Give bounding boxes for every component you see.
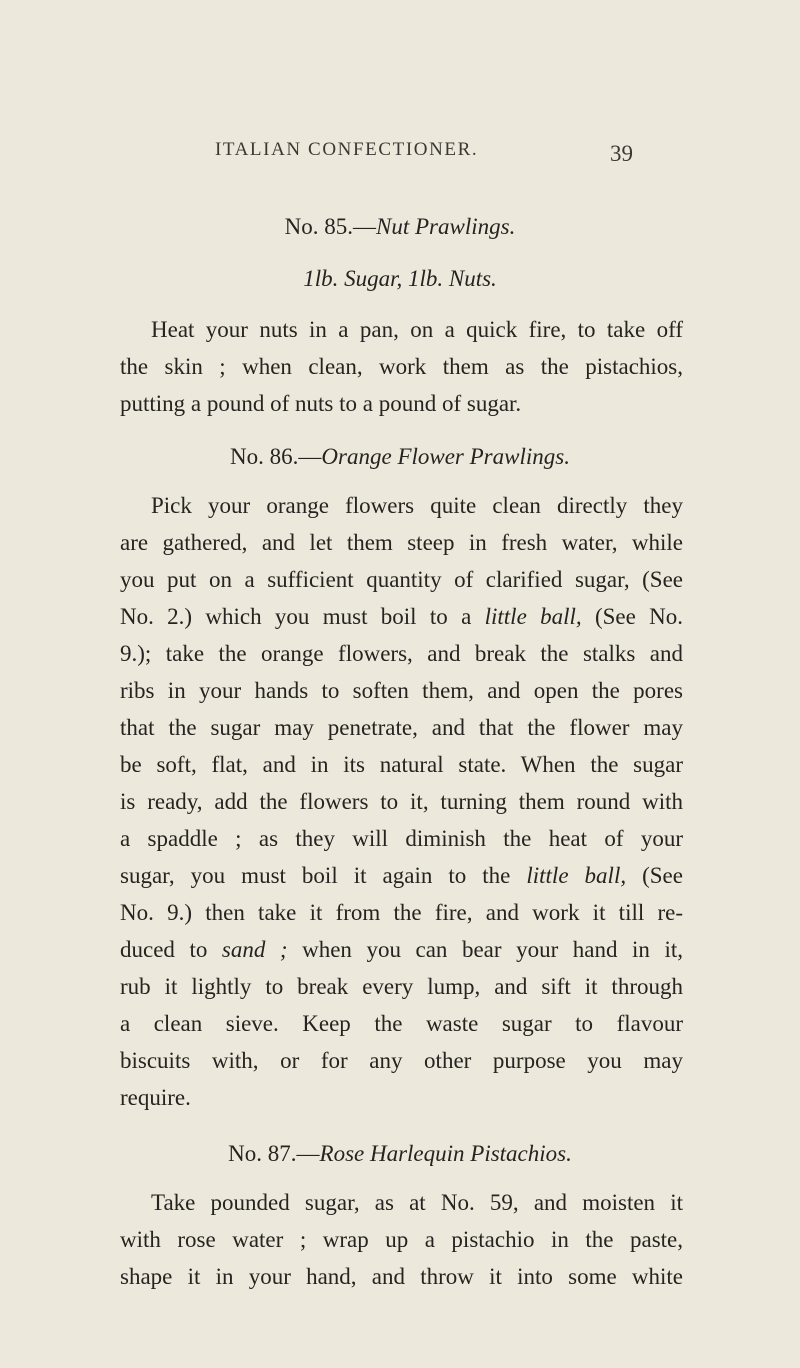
text-line: ribs in your hands to soften them, and open the pores bbox=[120, 678, 683, 703]
recipe-85-ingredients: 1lb. Sugar, 1lb. Nuts. bbox=[303, 266, 497, 291]
text-line: a clean sieve. Keep the waste sugar to flavour bbox=[120, 1011, 683, 1036]
text-line: you put on a sufficient quantity of clarified sugar, (See bbox=[120, 567, 683, 592]
running-head: ITALIAN CONFECTIONER. bbox=[215, 139, 479, 160]
text-line: require. bbox=[120, 1085, 191, 1110]
recipe-86-heading bbox=[0, 444, 800, 470]
recipe-87-heading bbox=[0, 1141, 800, 1167]
text-line: Pick your orange flowers quite clean directly they bbox=[151, 493, 683, 518]
recipe-86-title: Orange Flower Prawlings. bbox=[321, 444, 570, 469]
recipe-87-number: No. 87.— bbox=[228, 1141, 320, 1166]
recipe-85-number: No. 85.— bbox=[284, 214, 377, 239]
text-line: No. 9.) then take it from the fire, and work it till re- bbox=[120, 900, 683, 925]
text-line: Take pounded sugar, as at No. 59, and moisten it bbox=[151, 1190, 683, 1215]
text-line: be soft, flat, and in its natural state. When the sugar bbox=[120, 752, 683, 777]
text-line: No. 2.) which you must boil to a little ball, (See No. bbox=[120, 604, 683, 629]
text-line: that the sugar may penetrate, and that the flower may bbox=[120, 715, 683, 740]
text-line: Heat your nuts in a pan, on a quick fire, to take off bbox=[151, 317, 683, 342]
recipe-87-title: Rose Harlequin Pistachios. bbox=[319, 1141, 572, 1166]
text-line: with rose water ; wrap up a pistachio in the paste, bbox=[120, 1227, 683, 1252]
recipe-85-heading bbox=[0, 214, 800, 240]
recipe-86-number: No. 86.— bbox=[230, 444, 322, 469]
text-line: putting a pound of nuts to a pound of sugar. bbox=[120, 391, 522, 416]
text-line: duced to sand ; when you can bear your hand in it, bbox=[120, 937, 683, 962]
text-line: are gathered, and let them steep in fresh water, while bbox=[120, 530, 683, 555]
text-line: rub it lightly to break every lump, and sift it through bbox=[120, 974, 683, 999]
text-line: the skin ; when clean, work them as the pistachios, bbox=[120, 354, 683, 379]
text-line: shape it in your hand, and throw it into some white bbox=[120, 1264, 683, 1289]
text-line: sugar, you must boil it again to the little ball, (See bbox=[120, 863, 683, 888]
page-number: 39 bbox=[610, 141, 633, 166]
text-line: biscuits with, or for any other purpose you may bbox=[120, 1048, 683, 1073]
text-line: a spaddle ; as they will diminish the heat of your bbox=[120, 826, 683, 851]
recipe-85-title: Nut Prawlings. bbox=[376, 214, 516, 239]
text-line: 9.); take the orange flowers, and break the stalks and bbox=[120, 641, 683, 666]
text-line: is ready, add the flowers to it, turning them round with bbox=[120, 789, 683, 814]
